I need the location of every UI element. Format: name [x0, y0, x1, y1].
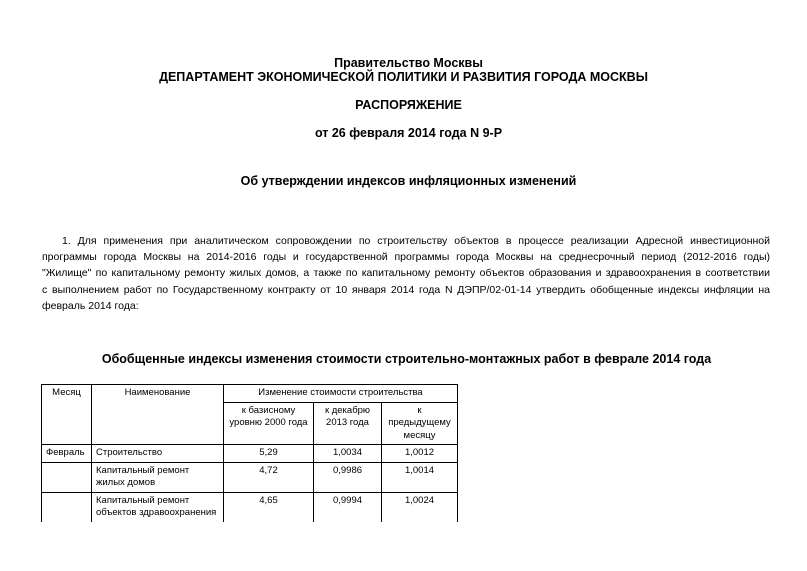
- paragraph-line: "Жилище" по капитальному ремонту жилых домов, а также по капитальному ремонту объектов образования и здравоохранения в соответствии: [42, 267, 770, 280]
- cell-value: 5,29: [224, 445, 314, 463]
- document-date-number: от 26 февраля 2014 года N 9-Р: [314, 126, 503, 140]
- cell-value: 4,65: [224, 492, 314, 522]
- body-paragraph: [42, 233, 770, 314]
- header-group: Изменение стоимости строительства: [224, 385, 458, 403]
- cell-name: Строительство: [92, 445, 224, 463]
- paragraph-line: 1. Для применения при аналитическом сопровождении по строительству объектов в процессе реализации Адресной инвестиционной: [62, 235, 770, 247]
- paragraph-line: с выполнением работ по Государственному контракту от 10 января 2014 года N ДЭПР/02-01-14 утвердить обобщенные индексы инфляции на: [42, 283, 770, 296]
- government-name: Правительство Москвы: [334, 56, 483, 70]
- department-name: ДЕПАРТАМЕНТ ЭКОНОМИЧЕСКОЙ ПОЛИТИКИ И РАЗВИТИЯ ГОРОДА МОСКВЫ: [159, 70, 648, 84]
- cell-value: 0,9986: [314, 462, 382, 492]
- header-base-2000: к базисному уровню 2000 года: [224, 402, 314, 445]
- header-name: Наименование: [92, 385, 224, 445]
- table-header-row: [42, 385, 458, 403]
- cell-value: 1,0014: [382, 462, 458, 492]
- cell-value: 1,0034: [314, 445, 382, 463]
- table-row: [42, 492, 458, 522]
- document-type: РАСПОРЯЖЕНИЕ: [355, 98, 462, 112]
- cell-month: Февраль: [42, 445, 92, 463]
- header-prev-month: к предыдущему месяцу: [382, 402, 458, 445]
- header-dec-2013: к декабрю 2013 года: [314, 402, 382, 445]
- cell-value: 1,0012: [382, 445, 458, 463]
- index-table: [41, 384, 458, 522]
- paragraph-line: февраль 2014 года:: [42, 299, 139, 312]
- cell-value: 1,0024: [382, 492, 458, 522]
- cell-value: 4,72: [224, 462, 314, 492]
- paragraph-line: программы города Москвы на 2014-2016 годы и государственной программы города Москвы на среднесрочный период (2012-2016 годы): [42, 251, 770, 264]
- table-row: [42, 462, 458, 492]
- table-row: [42, 445, 458, 463]
- cell-value: 0,9994: [314, 492, 382, 522]
- table-title: Обобщенные индексы изменения стоимости строительно-монтажных работ в феврале 2014 года: [101, 352, 712, 366]
- document-subject: Об утверждении индексов инфляционных изменений: [240, 174, 577, 188]
- cell-month: [42, 462, 92, 492]
- cell-name: Капитальный ремонт объектов здравоохранения: [92, 492, 224, 522]
- header-month: Месяц: [42, 385, 92, 445]
- cell-month: [42, 492, 92, 522]
- cell-name: Капитальный ремонт жилых домов: [92, 462, 224, 492]
